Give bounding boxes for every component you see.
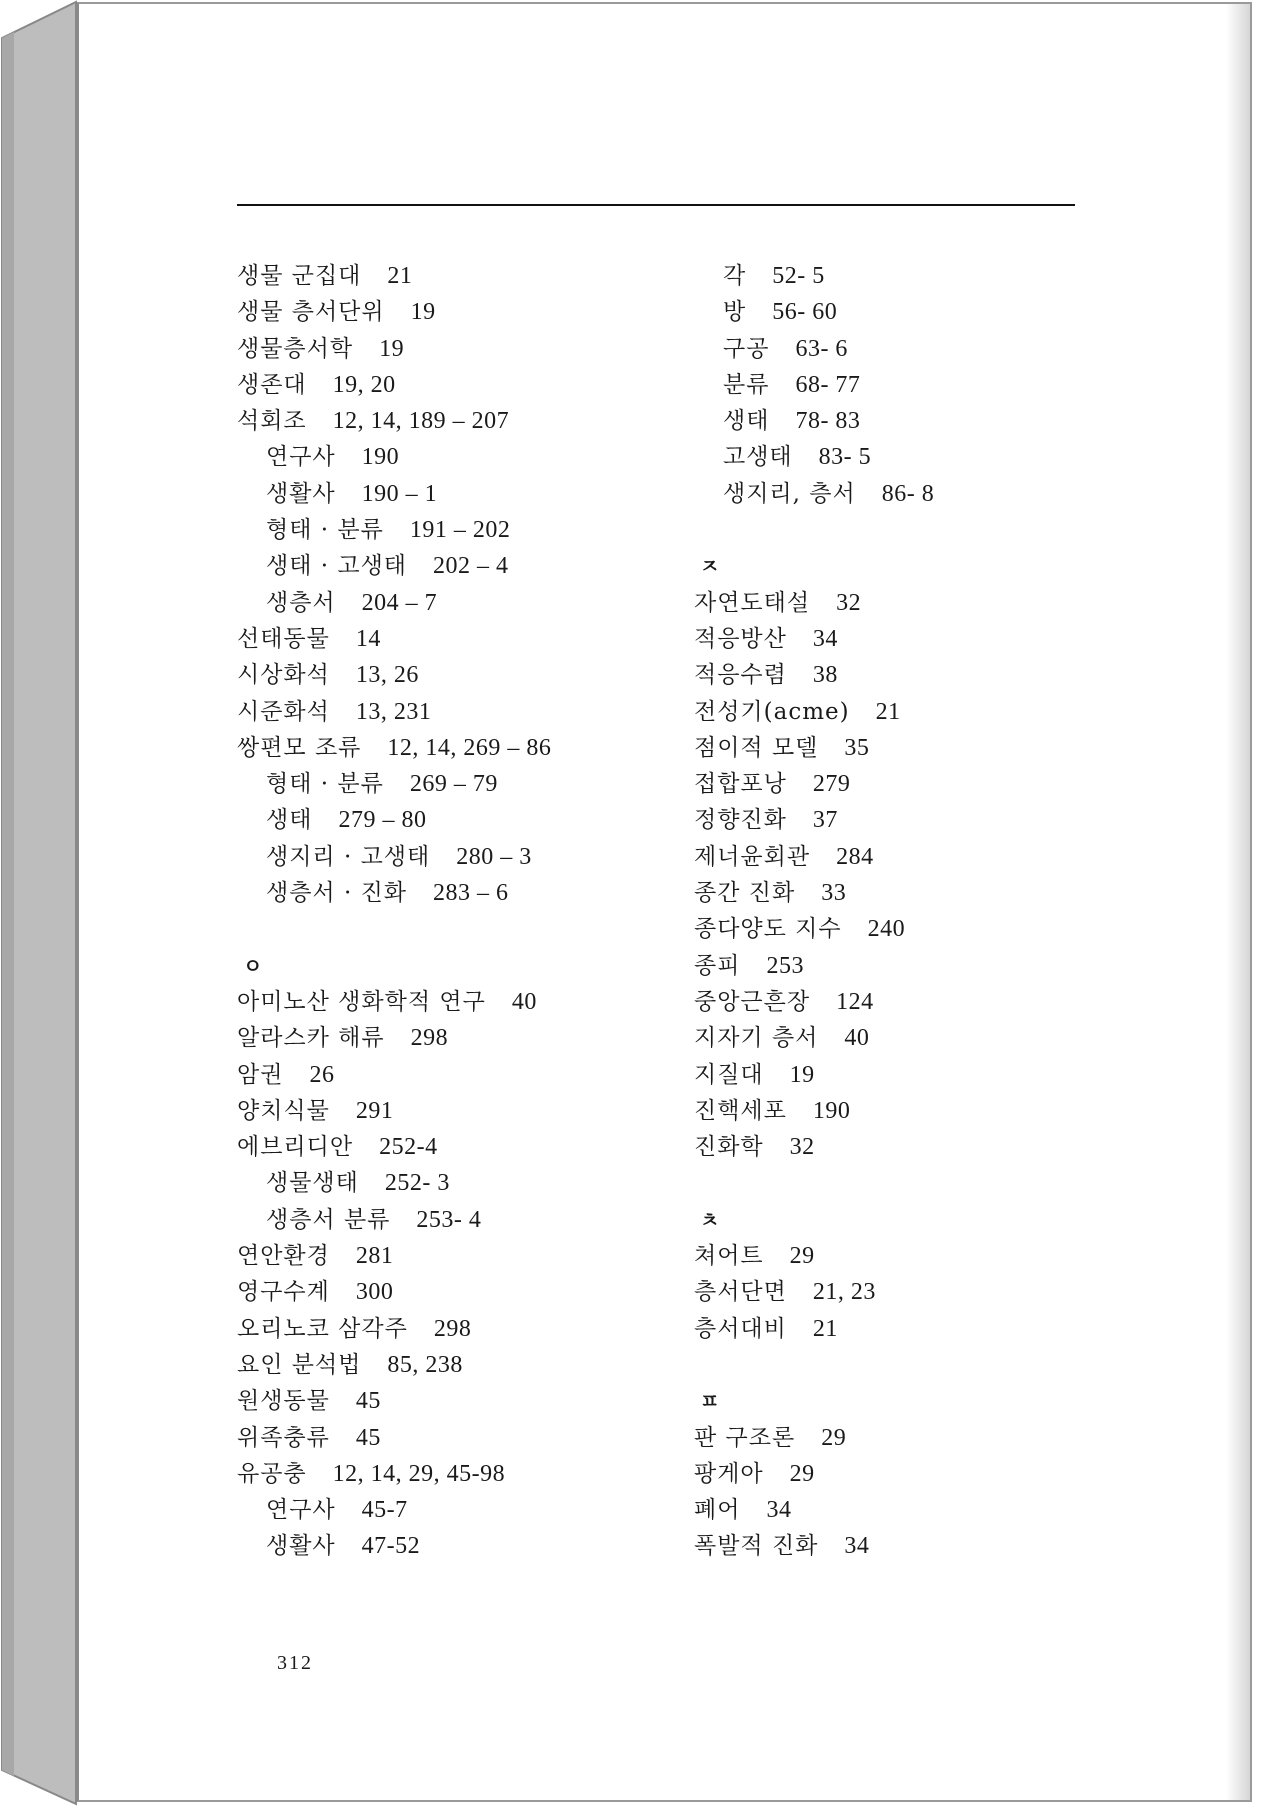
index-entry — [237, 258, 551, 294]
index-pages: 12, 14, 269 – 86 — [387, 734, 552, 761]
index-pages: 21 — [387, 263, 413, 289]
index-entry — [694, 839, 934, 875]
index-entry — [237, 1274, 551, 1310]
index-pages: 29 — [789, 1460, 815, 1487]
index-pages: 291 — [355, 1097, 394, 1124]
index-pages: 21 — [812, 1315, 838, 1342]
index-term: 생지리 · 고생태 — [266, 843, 431, 870]
index-term: 에브리디안 — [237, 1134, 354, 1161]
index-pages: 14 — [355, 625, 381, 652]
index-subentry — [237, 548, 551, 584]
index-pages: 13, 26 — [355, 662, 419, 689]
index-entry — [694, 1456, 934, 1492]
index-term: 구공 — [723, 335, 770, 362]
index-pages: 300 — [355, 1279, 394, 1306]
index-term: ㅍ — [700, 1389, 721, 1414]
index-entry — [694, 657, 934, 693]
index-subentry — [237, 766, 551, 802]
index-subentry — [694, 367, 934, 403]
index-section-letter — [694, 548, 934, 584]
index-entry — [237, 367, 551, 403]
index-column-right — [694, 258, 934, 1565]
index-pages: 85, 238 — [387, 1351, 463, 1378]
index-entry — [694, 1238, 934, 1274]
index-entry — [237, 1057, 551, 1093]
index-section-letter — [237, 948, 551, 984]
index-entry — [694, 1492, 934, 1528]
index-term: ㅈ — [700, 554, 721, 579]
index-entry — [237, 694, 551, 730]
index-term: 지질대 — [694, 1061, 764, 1088]
index-term: 폐어 — [694, 1497, 741, 1524]
index-entry — [237, 730, 551, 766]
header-rule — [237, 204, 1075, 206]
index-subentry — [237, 585, 551, 621]
index-entry — [237, 403, 551, 439]
index-pages: 45 — [355, 1388, 381, 1415]
index-pages: 252-4 — [379, 1134, 438, 1161]
index-pages: 40 — [511, 988, 537, 1015]
index-entry — [694, 585, 934, 621]
index-term: 형태 · 분류 — [266, 771, 384, 798]
index-pages: 34 — [844, 1533, 870, 1560]
index-subentry — [694, 294, 934, 330]
index-term: 진핵세포 — [694, 1097, 787, 1124]
index-term: 연안환경 — [237, 1243, 330, 1270]
index-pages: 283 – 6 — [433, 880, 509, 907]
index-pages: 253 — [766, 952, 804, 979]
index-subentry — [237, 512, 551, 548]
index-section-letter — [694, 1383, 934, 1419]
index-term: 연구사 — [266, 1497, 336, 1524]
index-term: 생물층서학 — [237, 335, 354, 362]
index-pages: 29 — [789, 1243, 815, 1270]
index-pages: 12, 14, 29, 45-98 — [332, 1460, 506, 1487]
index-term: 적응수렴 — [694, 662, 787, 689]
index-pages: 280 – 3 — [456, 843, 532, 870]
index-pages: 52- 5 — [772, 263, 825, 289]
book-spine — [0, 0, 78, 1806]
index-pages: 29 — [821, 1424, 847, 1451]
index-term: 지자기 층서 — [694, 1025, 819, 1052]
index-term: 시준화석 — [237, 698, 330, 725]
index-pages: 19 — [379, 335, 405, 362]
index-entry — [237, 1129, 551, 1165]
index-pages: 26 — [309, 1061, 335, 1088]
index-term: 점이적 모델 — [694, 734, 819, 761]
index-subentry — [237, 476, 551, 512]
index-entry — [694, 1093, 934, 1129]
index-pages: 298 — [410, 1025, 449, 1052]
index-pages: 68- 77 — [795, 371, 861, 398]
index-term: 생태 — [723, 408, 770, 435]
index-term: 선태동물 — [237, 625, 330, 652]
index-pages: 190 — [812, 1097, 851, 1124]
index-pages: 38 — [812, 662, 838, 689]
index-entry — [237, 984, 551, 1020]
index-subentry — [237, 1528, 551, 1564]
index-pages: 19 — [410, 299, 436, 326]
index-entry — [694, 984, 934, 1020]
index-pages: 33 — [821, 880, 847, 907]
index-pages: 13, 231 — [355, 698, 432, 725]
page-number: 312 — [277, 1652, 313, 1674]
index-entry — [237, 1093, 551, 1129]
index-term: 생물 층서단위 — [237, 299, 385, 326]
index-term: 위족충류 — [237, 1424, 330, 1451]
index-term: 양치식물 — [237, 1097, 330, 1124]
index-pages: 34 — [812, 625, 838, 652]
index-subentry — [694, 331, 934, 367]
index-term: 적응방산 — [694, 625, 787, 652]
index-entry — [694, 1528, 934, 1564]
index-pages: 40 — [844, 1025, 870, 1052]
index-pages: 252- 3 — [384, 1170, 450, 1197]
index-term: 연구사 — [266, 444, 336, 471]
index-pages: 19 — [789, 1061, 815, 1088]
index-subentry — [237, 839, 551, 875]
page-edge-shadow — [1226, 4, 1250, 1800]
index-term: 생지리, 층서 — [723, 480, 856, 507]
index-pages: 32 — [836, 589, 862, 616]
index-pages: 298 — [433, 1315, 472, 1342]
index-term: 층서단면 — [694, 1279, 787, 1306]
index-term: 생활사 — [266, 480, 336, 507]
index-term: 팡게아 — [694, 1460, 764, 1487]
index-pages: 37 — [812, 807, 838, 834]
index-pages: 45-7 — [361, 1497, 408, 1524]
index-term: 정향진화 — [694, 807, 787, 834]
index-entry — [694, 1311, 934, 1347]
index-term: 방 — [723, 299, 747, 326]
index-term: 생물생태 — [266, 1170, 359, 1197]
index-entry — [237, 621, 551, 657]
index-entry — [694, 1420, 934, 1456]
index-term: 영구수계 — [237, 1279, 330, 1306]
index-entry — [694, 1020, 934, 1056]
index-term: 중앙근흔장 — [694, 988, 811, 1015]
index-entry — [237, 331, 551, 367]
index-term: 생물 군집대 — [237, 263, 362, 289]
index-entry — [694, 802, 934, 838]
index-subentry — [694, 258, 934, 294]
index-entry — [694, 1129, 934, 1165]
index-entry — [237, 1420, 551, 1456]
index-term: 층서대비 — [694, 1315, 787, 1342]
index-term: 오리노코 삼각주 — [237, 1315, 408, 1342]
index-pages: 45 — [355, 1424, 381, 1451]
index-term: 생존대 — [237, 371, 307, 398]
index-pages: 21, 23 — [812, 1279, 876, 1306]
index-entry — [694, 1057, 934, 1093]
index-term: 알라스카 해류 — [237, 1025, 385, 1052]
index-term: 생태 · 고생태 — [266, 553, 408, 580]
index-term: 분류 — [723, 371, 770, 398]
index-pages: 204 – 7 — [361, 589, 438, 616]
index-pages: 47-52 — [361, 1533, 421, 1560]
index-pages: 269 – 79 — [409, 771, 498, 798]
index-term: 시상화석 — [237, 662, 330, 689]
index-subentry — [694, 403, 934, 439]
index-pages: 63- 6 — [795, 335, 848, 362]
index-pages: 284 — [836, 843, 874, 870]
index-term: ㅊ — [700, 1207, 721, 1232]
index-entry — [694, 694, 934, 730]
index-pages: 86- 8 — [881, 480, 935, 507]
index-pages: 240 — [867, 916, 906, 943]
index-column-left — [237, 258, 551, 1565]
index-pages: 12, 14, 189 – 207 — [332, 408, 510, 435]
index-pages: 34 — [766, 1497, 792, 1524]
index-pages: 124 — [836, 988, 874, 1015]
index-subentry — [237, 1202, 551, 1238]
index-entry — [694, 730, 934, 766]
index-entry — [694, 766, 934, 802]
index-term: 종피 — [694, 952, 741, 979]
index-pages: 32 — [789, 1134, 815, 1161]
index-term: 쳐어트 — [694, 1243, 764, 1270]
index-term: 전성기(acme) — [694, 698, 850, 725]
index-section-letter — [694, 1202, 934, 1238]
index-term: 생층서 분류 — [266, 1206, 391, 1233]
index-pages: 253- 4 — [416, 1206, 482, 1233]
index-pages: 78- 83 — [795, 408, 861, 435]
index-term: 진화학 — [694, 1134, 764, 1161]
index-entry — [237, 1347, 551, 1383]
index-term: 자연도태설 — [694, 589, 811, 616]
index-entry — [237, 1383, 551, 1419]
index-entry — [237, 1456, 551, 1492]
index-entry — [237, 1311, 551, 1347]
index-term: 각 — [723, 263, 747, 289]
index-term: 판 구조론 — [694, 1424, 796, 1451]
index-term: 석회조 — [237, 408, 307, 435]
index-pages: 279 – 80 — [338, 807, 427, 834]
index-term: 폭발적 진화 — [694, 1533, 819, 1560]
index-term: 고생태 — [723, 444, 793, 471]
index-entry — [237, 294, 551, 330]
index-page — [77, 2, 1252, 1802]
index-term: 종다양도 지수 — [694, 916, 842, 943]
index-term: 암권 — [237, 1061, 284, 1088]
index-subentry — [237, 802, 551, 838]
index-pages: 83- 5 — [818, 444, 872, 471]
index-term: 형태 · 분류 — [266, 517, 384, 544]
index-term: ㅇ — [243, 953, 264, 978]
index-entry — [694, 875, 934, 911]
index-pages: 19, 20 — [332, 371, 396, 398]
index-term: 생태 — [266, 807, 313, 834]
index-term: 접합포낭 — [694, 771, 787, 798]
index-entry — [237, 1238, 551, 1274]
index-pages: 281 — [355, 1243, 394, 1270]
index-entry — [694, 948, 934, 984]
index-subentry — [237, 1165, 551, 1201]
index-entry — [694, 911, 934, 947]
index-term: 제너윤회관 — [694, 843, 811, 870]
index-pages: 35 — [844, 734, 870, 761]
index-term: 쌍편모 조류 — [237, 734, 362, 761]
index-subentry — [694, 476, 934, 512]
index-entry — [237, 657, 551, 693]
index-entry — [694, 1274, 934, 1310]
index-subentry — [237, 439, 551, 475]
index-pages: 191 – 202 — [409, 517, 511, 544]
index-subentry — [237, 875, 551, 911]
index-term: 유공충 — [237, 1460, 307, 1487]
index-term: 요인 분석법 — [237, 1351, 362, 1378]
index-pages: 279 — [812, 771, 851, 798]
index-subentry — [694, 439, 934, 475]
index-pages: 190 – 1 — [361, 480, 438, 507]
index-subentry — [237, 1492, 551, 1528]
index-term: 종간 진화 — [694, 880, 796, 907]
index-term: 아미노산 생화학적 연구 — [237, 988, 486, 1015]
index-term: 원생동물 — [237, 1388, 330, 1415]
index-term: 생층서 — [266, 589, 336, 616]
index-entry — [694, 621, 934, 657]
index-pages: 202 – 4 — [433, 553, 509, 580]
index-entry — [237, 1020, 551, 1056]
index-pages: 190 — [361, 444, 400, 471]
index-term: 생층서 · 진화 — [266, 880, 408, 907]
index-pages: 21 — [875, 698, 901, 725]
index-pages: 56- 60 — [772, 299, 838, 326]
index-term: 생활사 — [266, 1533, 336, 1560]
